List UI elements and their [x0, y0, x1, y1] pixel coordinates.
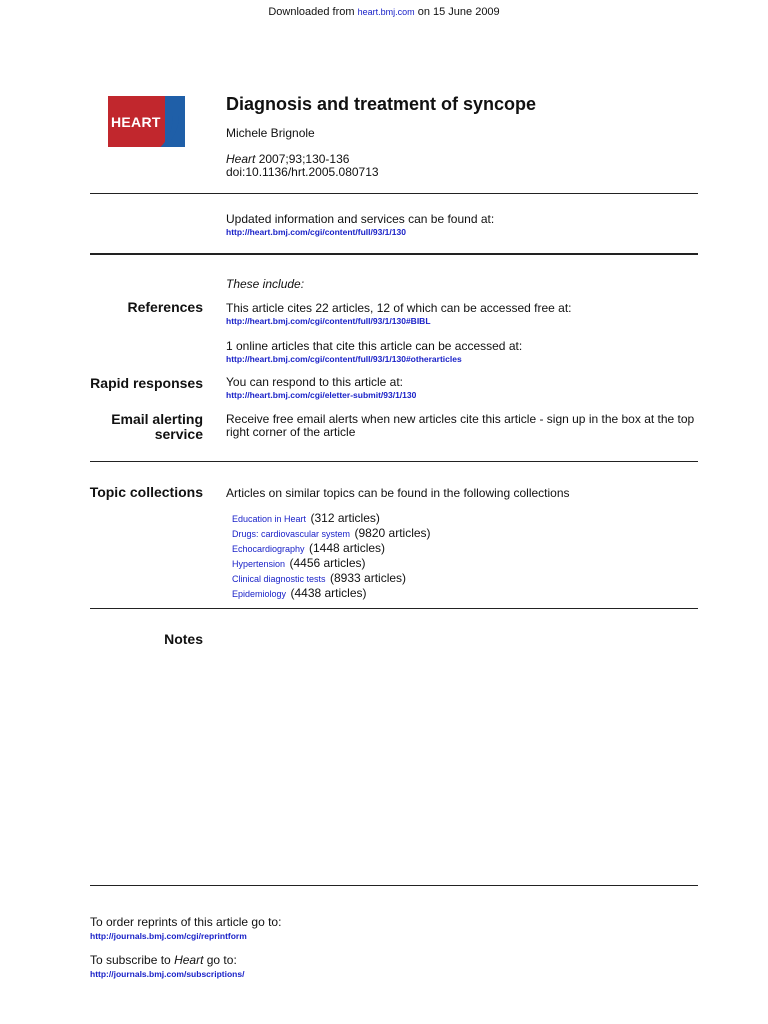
article-title: Diagnosis and treatment of syncope	[226, 94, 537, 114]
email-alert-text: Receive free email alerts when new articles cite this article - sign up in the box at the top right corner of the article	[226, 412, 695, 439]
online-cite-text: 1 online articles that cite this article can be accessed at:	[226, 339, 523, 353]
email-alert-label	[111, 412, 203, 442]
citation-journal: Heart	[226, 152, 256, 166]
subscribe-link[interactable]: http://journals.bmj.com/subscriptions/	[90, 969, 245, 979]
divider	[90, 461, 698, 462]
rapid-responses-label: Rapid responses	[90, 375, 203, 391]
notes-label: Notes	[164, 631, 203, 647]
topic-item	[232, 526, 431, 541]
divider	[90, 193, 698, 194]
references-label: References	[127, 299, 203, 315]
divider	[90, 885, 698, 886]
online-cite-link[interactable]: http://heart.bmj.com/cgi/content/full/93/1/130#otherarticles	[226, 354, 462, 364]
topic-count: (8933 articles)	[330, 571, 407, 585]
topic-link[interactable]: Clinical diagnostic tests	[232, 574, 326, 584]
references-link[interactable]: http://heart.bmj.com/cgi/content/full/93/1/130#BIBL	[226, 316, 431, 326]
journal-logo	[108, 96, 185, 147]
updated-link[interactable]: http://heart.bmj.com/cgi/content/full/93/1/130	[226, 227, 406, 237]
topic-count: (4438 articles)	[290, 586, 367, 600]
divider-thick	[90, 253, 698, 255]
citation-volume: 2007;93;130-136	[258, 152, 350, 166]
reprints-text: To order reprints of this article go to:	[90, 915, 282, 929]
topic-item	[232, 511, 431, 526]
topic-list	[232, 511, 431, 601]
references-text: This article cites 22 articles, 12 of which can be accessed free at:	[226, 301, 572, 315]
topic-item	[232, 541, 431, 556]
topic-link[interactable]: Hypertension	[232, 559, 286, 569]
article-doi: doi:10.1136/hrt.2005.080713	[226, 165, 379, 179]
divider	[90, 608, 698, 609]
topic-item	[232, 586, 431, 601]
topic-count: (1448 articles)	[309, 541, 386, 555]
subscribe-journal: Heart	[174, 953, 204, 967]
topic-item	[232, 571, 431, 586]
download-bar	[0, 6, 768, 18]
these-include: These include:	[226, 277, 305, 291]
subscribe-text	[90, 953, 237, 967]
topic-count: (9820 articles)	[354, 526, 431, 540]
topic-link[interactable]: Drugs: cardiovascular system	[232, 529, 351, 539]
rapid-responses-text: You can respond to this article at:	[226, 375, 403, 389]
email-alert-label-line2: service	[154, 426, 203, 442]
article-author: Michele Brignole	[226, 126, 315, 140]
topic-link[interactable]: Echocardiography	[232, 544, 305, 554]
topic-collections-label: Topic collections	[89, 484, 203, 500]
topic-link[interactable]: Epidemiology	[232, 589, 287, 599]
topic-link[interactable]: Education in Heart	[232, 514, 307, 524]
subscribe-prefix: To subscribe to	[90, 953, 171, 967]
topic-item	[232, 556, 431, 571]
topic-count: (4456 articles)	[289, 556, 366, 570]
rapid-responses-link[interactable]: http://heart.bmj.com/cgi/eletter-submit/93/1/130	[226, 390, 417, 400]
topic-count: (312 articles)	[310, 511, 380, 525]
subscribe-suffix: go to:	[206, 953, 237, 967]
email-alert-label-line1: Email alerting	[111, 411, 203, 427]
download-suffix: on 15 June 2009	[417, 6, 500, 18]
updated-text: Updated information and services can be found at:	[226, 212, 495, 226]
topic-collections-text: Articles on similar topics can be found in the following collections	[226, 486, 570, 500]
reprints-link[interactable]: http://journals.bmj.com/cgi/reprintform	[90, 931, 247, 941]
article-citation	[226, 152, 349, 166]
logo-text: HEART	[111, 114, 161, 130]
download-site-link[interactable]: heart.bmj.com	[357, 7, 415, 17]
download-prefix: Downloaded from	[268, 6, 355, 18]
